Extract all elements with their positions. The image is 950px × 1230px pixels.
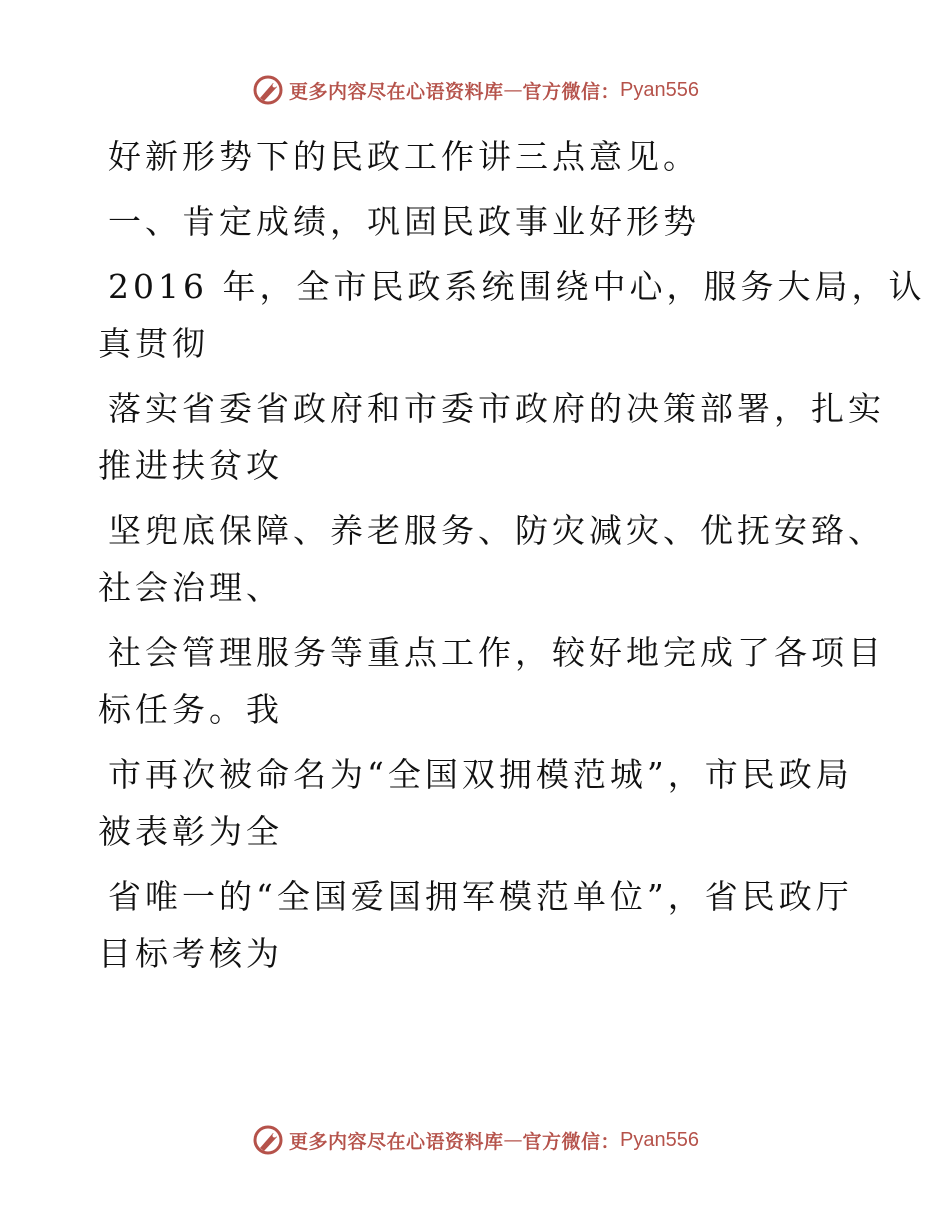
document-body xyxy=(98,128,926,982)
banner-handle: Pyan556 xyxy=(620,78,699,101)
banner-text: 更多内容尽在心语资料库 xyxy=(289,80,504,103)
paragraph xyxy=(98,258,926,372)
text-line: 社会治理、 xyxy=(98,568,283,607)
pen-nib-logo-icon xyxy=(251,73,285,107)
text-line: 真贯彻 xyxy=(98,324,209,363)
banner-text: 更多内容尽在心语资料库 xyxy=(289,1130,504,1153)
paragraph xyxy=(98,868,858,982)
text-line: 2016 年，全市民政系统围绕中心，服务大局，认 xyxy=(108,267,926,306)
paragraph xyxy=(98,128,858,185)
banner-separator: — xyxy=(503,79,523,101)
text-line: 社会管理服务等重点工作，较好地完成了各项目 xyxy=(108,633,885,672)
text-line: 坚兜底保障、养老服务、防灾减灾、优抚安臵、 xyxy=(108,511,885,550)
text-line: 被表彰为全 xyxy=(98,812,283,851)
text-line: 省唯一的“全国爱国拥军模范单位”，省民政厅 xyxy=(108,877,853,916)
paragraph xyxy=(98,624,885,738)
banner-wechat-label: 官方微信： xyxy=(522,1130,621,1153)
banner-wechat-label: 官方微信： xyxy=(522,80,621,103)
paragraph xyxy=(98,502,885,616)
section-heading xyxy=(98,193,858,250)
text-line: 目标考核为 xyxy=(98,934,283,973)
text-line: 落实省委省政府和市委市政府的决策部署，扎实 xyxy=(108,389,885,428)
header-banner xyxy=(0,70,950,110)
paragraph xyxy=(98,746,858,860)
text-line: 市再次被命名为“全国双拥模范城”，市民政局 xyxy=(108,755,853,794)
text-line: 一、肯定成绩，巩固民政事业好形势 xyxy=(108,202,700,241)
text-line: 标任务。我 xyxy=(98,690,283,729)
pen-nib-logo-icon xyxy=(251,1123,285,1157)
text-line: 推进扶贫攻 xyxy=(98,446,283,485)
banner-handle: Pyan556 xyxy=(620,1128,699,1151)
banner-separator: — xyxy=(503,1129,523,1151)
paragraph xyxy=(98,380,885,494)
footer-banner xyxy=(0,1120,950,1160)
text-line: 好新形势下的民政工作讲三点意见。 xyxy=(108,137,700,176)
